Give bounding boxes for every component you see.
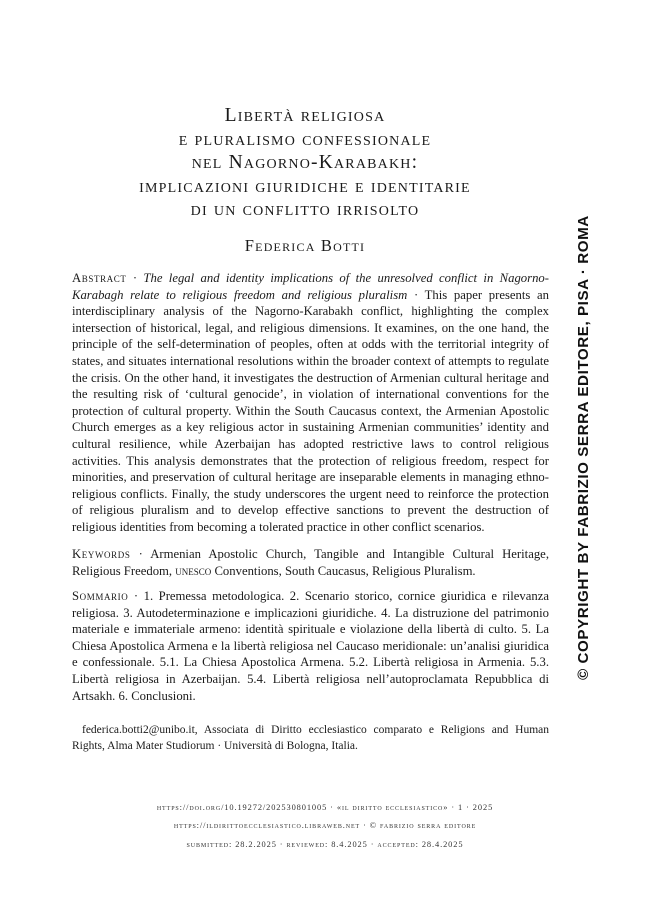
abstract-heading: Abstract: [72, 271, 127, 285]
title-line: implicazioni giuridiche e identitarie: [139, 175, 471, 197]
abstract-body: This paper presents an interdisciplinary analysis of the Nagorno-Karabakh conflict, highlighting the complex intersection of historical, legal, and religious dimensions. It examines, on the one hand, the principle of the self-determination of peoples, often at odds with the territorial integrity of states, and situates international resolutions within the broader context of attempts to regulate the crisis. On the other hand, it investigates the destruction of Armenian cultural heritage and the resulting risk of ‘cultural genocide’, in violation of international conventions for the protection of cultural property. Within the South Caucasus context, the Armenian Apostolic Church emerges as a key religious actor in sustaining Armenian communities’ identity and cultural resilience, while Azerbaijan has adopted restrictive laws to control religious activities. This analysis demonstrates that the protection of religious freedom, respect for minorities, and preservation of cultural heritage are inseparable elements in managing ethno-religious conflicts. Finally, the study underscores the urgent need to reinforce the protection of religious pluralism and to develop effective sanctions to prevent the destruction of religious identities from becoming a tolerated practice in other conflict scenarios.: [72, 287, 550, 534]
separator: ·: [130, 547, 151, 561]
keywords-text-end: Conventions, South Caucasus, Religious Pluralism.: [211, 563, 476, 578]
author-affiliation-footnote: federica.botti2@unibo.it, Associata di Diritto ecclesiastico comparato e Religions and Human Rights, Alma Mater Studiorum · Università di Bologna, Italia.: [72, 724, 549, 752]
keywords-text: Armenian Apostolic Church, Tangible and Intangible Cultural Heritage, Religious Freedom,: [72, 547, 549, 578]
keywords-heading: Keywords: [72, 547, 131, 561]
sommario-heading: Sommario: [72, 589, 129, 603]
footer-website-line: https://ildirittoecclesiastico.libraweb.net · © fabrizio serra editore: [173, 821, 477, 830]
separator: ·: [128, 589, 144, 603]
separator: ·: [126, 271, 144, 285]
title-line: di un conflitto irrisolto: [190, 199, 420, 220]
footer-dates-line: submitted: 28.2.2025 · reviewed: 8.4.2025 · accepted: 28.4.2025: [186, 840, 464, 849]
abstract: [72, 270, 549, 536]
keywords-unesco: unesco: [175, 563, 212, 578]
author-name: Federica Botti: [244, 236, 366, 255]
separator: ·: [407, 287, 425, 302]
title-line: nel Nagorno-Karabakh:: [191, 152, 419, 173]
abstract-italic-title: The legal and identity implications of the unresolved conflict in Nagorno-Karabagh relate to religious freedom and religious pluralism: [72, 271, 549, 302]
table-of-contents: [72, 588, 549, 704]
article-title: [40, 104, 570, 222]
title-line: e pluralismo confessionale: [178, 128, 432, 150]
footer-doi-line: https://doi.org/10.19272/202530801005 · «il diritto ecclesiastico» · 1 · 2025: [156, 803, 494, 812]
keywords: [72, 546, 549, 579]
copyright-notice: © COPYRIGHT BY FABRIZIO SERRA EDITORE, PISA · ROMA: [575, 215, 592, 680]
sommario-text: 1. Premessa metodologica. 2. Scenario storico, cornice giuridica e rilevanza religiosa. 3. Autodeterminazione e implicazioni giuridiche. 4. La distruzione del patrimonio materiale e immateriale armeno: identità spirituale e violazione della libertà di culto. 5. La Chiesa Apostolica Armena e la libertà religiosa nel Caucaso meridionale: un’analisi giuridica e confessionale. 5.1. La Chiesa Apostolica Armena. 5.2. Libertà religiosa in Armenia. 5.3. Libertà religiosa in Azerbaijan. 5.4. Libertà religiosa nell’autoproclamata Repubblica di Artsakh. 6. Conclusioni.: [72, 589, 549, 703]
title-line: Libertà religiosa: [224, 105, 386, 126]
